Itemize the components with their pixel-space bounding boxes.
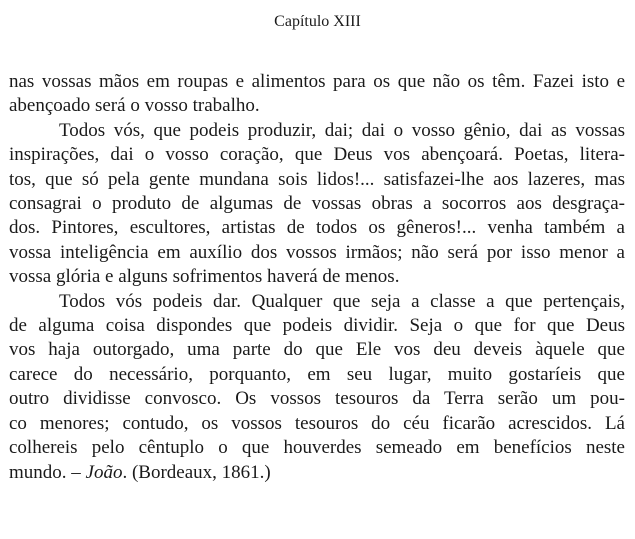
source-note: . (Bordeaux, 1861.) (122, 461, 271, 483)
text-line: carece do necessário, porquanto, em seu lugar, muito gostaríeis que (9, 363, 625, 385)
text-line: outro dividisse convosco. Os vossos tesouros da Terra serão um pou- (9, 388, 625, 410)
author-signature: João (85, 461, 123, 483)
text-line: vossa inteligência em auxílio dos vossos irmãos; não será por isso menor a (9, 241, 625, 263)
body-text (9, 70, 625, 485)
text-line: dos. Pintores, escultores, artistas de todos os gêneros!... venha também a (9, 217, 625, 239)
text-line: colhereis pelo cêntuplo o que houverdes semeado em benefícios neste (9, 437, 625, 459)
closing-lead: mundo. – (9, 461, 86, 483)
text-line: vossa glória e alguns sofrimentos haverá de menos. (9, 266, 400, 288)
text-line: co menores; contudo, os vossos tesouros do céu ficarão acrescidos. Lá (9, 412, 625, 434)
text-line: inspirações, dai o vosso coração, que Deus vos abençoará. Poetas, litera- (9, 144, 625, 166)
paragraph-3 (9, 290, 625, 485)
text-line: consagrai o produto de algumas de vossas obras a socorros aos desgraça- (9, 193, 625, 215)
closing-line (9, 461, 625, 485)
text-line: nas vossas mãos em roupas e alimentos para os que não os têm. Fazei isto e (9, 71, 625, 92)
text-line: abençoado será o vosso trabalho. (9, 95, 260, 117)
text-line: vos haja outorgado, uma parte do que Ele vos deu deveis àquele que (9, 339, 625, 361)
paragraph-1 (9, 70, 625, 119)
text-line: Todos vós podeis dar. Qualquer que seja a classe a que pertençais, (59, 290, 625, 312)
paragraph-2 (9, 119, 625, 290)
text-line: tos, que só pela gente mundana sois lidos!... satisfazei-lhe aos lazeres, mas (9, 168, 625, 190)
text-line: de alguma coisa dispondes que podeis dividir. Seja o que for que Deus (9, 315, 625, 337)
running-header: Capítulo XIII (274, 13, 361, 30)
text-line: Todos vós, que podeis produzir, dai; dai o vosso gênio, dai as vossas (59, 119, 625, 141)
